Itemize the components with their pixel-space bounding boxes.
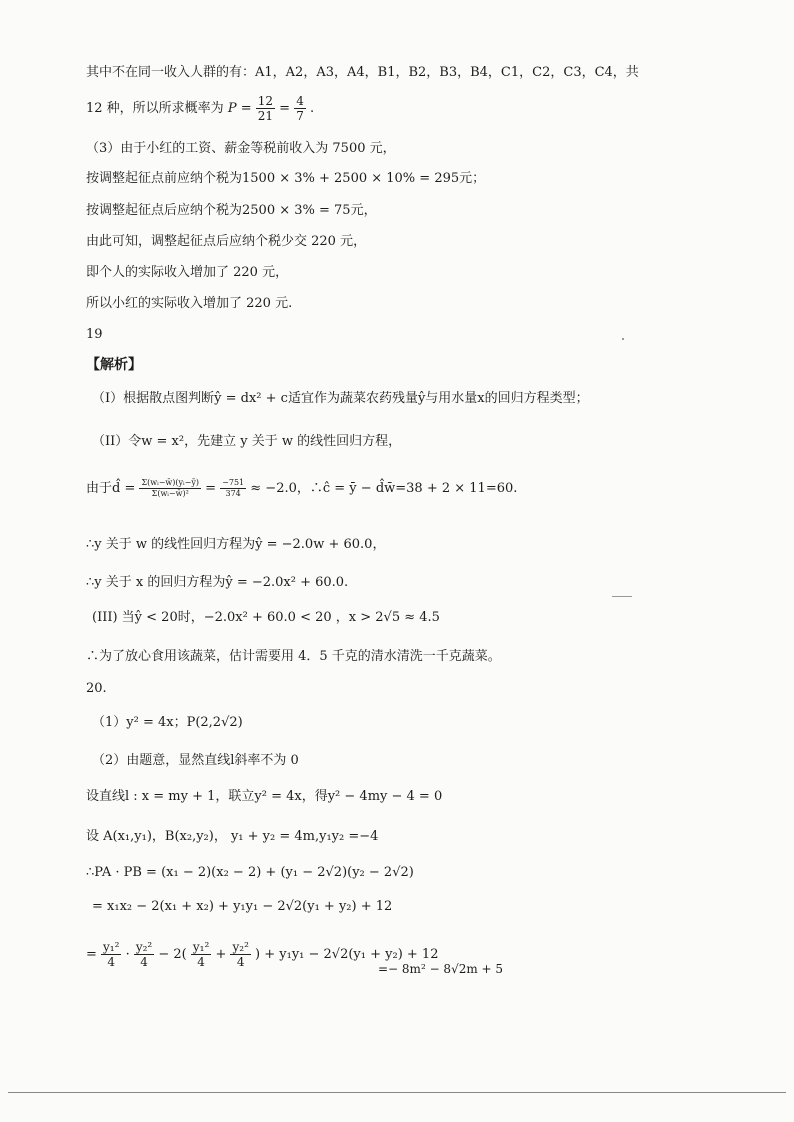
fraction-denominator: 21	[257, 109, 274, 123]
text-span: 设直线l : x = my + 1，联立y² = 4x，得y² − 4my − 4 = 0	[86, 789, 443, 804]
text-line-14	[86, 536, 385, 554]
fraction-denominator: 4	[140, 955, 148, 969]
text-span: ·	[125, 947, 134, 962]
text-span: =− 8m² − 8√2m + 5	[378, 962, 504, 976]
text-line-24	[92, 898, 392, 916]
fraction-4-7	[294, 94, 306, 123]
fraction-numerator: 4	[296, 94, 304, 108]
fraction-numerator: Σ(wᵢ−w̄)(yᵢ−ȳ)	[141, 478, 199, 487]
text-span: 12 种，所以所求概率为	[86, 101, 224, 116]
text-span: 由于d̂ =	[86, 481, 140, 496]
text-line-25-result	[378, 960, 503, 978]
question-number-20	[86, 680, 107, 698]
text-span: 按调整起征点后应纳个税为2500 × 3% = 75元，	[86, 203, 377, 218]
text-span: ∴PA · PB = (x₁ − 2)(x₂ − 2) + (y₁ − 2√2)(y₂ − 2√2)	[86, 865, 414, 880]
text-line-21	[86, 788, 442, 806]
text-line-15	[86, 574, 348, 592]
text-span: 20.	[86, 681, 107, 696]
fraction-numerator: −751	[222, 478, 245, 487]
text-span: 由此可知，调整起征点后应纳个税少交 220 元，	[86, 234, 367, 249]
text-span: ) + y₁y₁ − 2√2(y₁ + y₂) + 12	[255, 947, 439, 962]
text-span: =	[86, 947, 102, 962]
text-span: 【解析】	[86, 357, 142, 373]
text-span: (III) 当ŷ < 20时，−2.0x² + 60.0 < 20 ，x > 2√5 ≈ 4.5	[92, 610, 440, 625]
text-span: （1）y² = 4x；P(2,2√2)	[92, 715, 243, 730]
text-span: ∴y 关于 x 的回归方程为ŷ = −2.0x² + 60.0.	[86, 575, 349, 590]
text-span: = x₁x₂ − 2(x₁ + x₂) + y₁y₁ − 2√2(y₁ + y₂) + 12	[92, 899, 393, 914]
fraction-denominator: 4	[197, 955, 205, 969]
text-span: 设 A(x₁,y₁)，B(x₂,y₂)， y₁ + y₂ = 4m,y₁y₂ =−4	[86, 829, 379, 844]
text-line-19	[92, 714, 243, 732]
text-line-23	[86, 864, 414, 882]
text-span: .	[309, 101, 315, 116]
question-number-19	[86, 326, 103, 344]
fraction-denominator: 374	[225, 489, 241, 498]
analysis-heading	[86, 356, 142, 374]
text-span: （II）令w = x²，先建立 y 关于 w 的线性回归方程，	[92, 434, 402, 449]
page-bottom-rule	[8, 1092, 786, 1093]
text-span: 所以小红的实际收入增加了 220 元.	[86, 296, 293, 311]
text-line-1	[86, 64, 639, 82]
fraction-denominator: 4	[107, 955, 116, 969]
text-span: 其中不在同一收入人群的有：A1，A2，A3，A4，B1，B2，B3，B4，C1，C2，C3，C4，共	[86, 65, 639, 80]
text-span: （2）由题意，显然直线l斜率不为 0	[92, 753, 299, 768]
text-span: （I）根据散点图判断ŷ = dx² + c适宜作为蔬菜农药残量ŷ与用水量x的回归方程类型；	[92, 391, 589, 406]
text-span: （3）由于小红的工资、薪金等税前收入为 7500 元，	[86, 141, 396, 156]
fraction-denominator: 4	[236, 955, 245, 969]
fraction-y1sq-4-b	[191, 940, 211, 969]
text-line-20	[92, 752, 299, 770]
text-span: ∴y 关于 w 的线性回归方程为ŷ = −2.0w + 60.0，	[86, 537, 386, 552]
text-span: ∴为了放心食用该蔬菜，估计需要用 4．5 千克的清水清洗一千克蔬菜。	[86, 649, 501, 664]
text-line-4	[86, 170, 485, 188]
fraction-12-21	[256, 94, 275, 123]
fraction-y2sq-4-b	[230, 940, 250, 969]
scan-speck	[622, 338, 624, 340]
text-line-11	[92, 390, 589, 408]
text-line-5	[86, 202, 377, 220]
scan-speck	[612, 596, 632, 597]
text-span: =	[279, 101, 295, 116]
text-span: ≈ −2.0，∴ĉ = ȳ − d̂w̄=38 + 2 × 11=60.	[250, 481, 518, 496]
fraction-numerator: y₁²	[103, 940, 120, 954]
text-line-7	[86, 264, 288, 282]
text-span: − 2(	[158, 947, 187, 962]
text-line-8	[86, 295, 292, 313]
text-line-13	[86, 478, 517, 499]
fraction-denominator: Σ(wᵢ−w̄)²	[151, 489, 189, 498]
text-span: 按调整起征点前应纳个税为1500 × 3% + 2500 × 10% = 295元；	[86, 171, 486, 186]
text-span: 19	[86, 327, 103, 342]
fraction-y2sq-4	[134, 940, 154, 969]
text-line-3	[86, 140, 396, 158]
fraction-y1sq-4	[101, 940, 121, 969]
text-span: 即个人的实际收入增加了 220 元，	[86, 265, 289, 280]
text-span: =	[205, 481, 221, 496]
text-line-16	[92, 609, 440, 627]
text-line-22	[86, 828, 378, 846]
text-line-6	[86, 233, 366, 251]
text-line-2	[86, 94, 314, 123]
math-span: P =	[227, 101, 256, 116]
text-line-17	[86, 648, 501, 666]
fraction-numerator: y₂²	[232, 940, 249, 954]
fraction-numerator: y₂²	[135, 940, 153, 954]
fraction-751-374	[220, 478, 246, 499]
fraction-numerator: 12	[257, 94, 274, 108]
fraction-sum	[139, 478, 201, 499]
fraction-denominator: 7	[296, 109, 304, 123]
text-line-12	[92, 433, 401, 451]
fraction-numerator: y₁²	[192, 940, 210, 954]
text-span: +	[215, 947, 231, 962]
